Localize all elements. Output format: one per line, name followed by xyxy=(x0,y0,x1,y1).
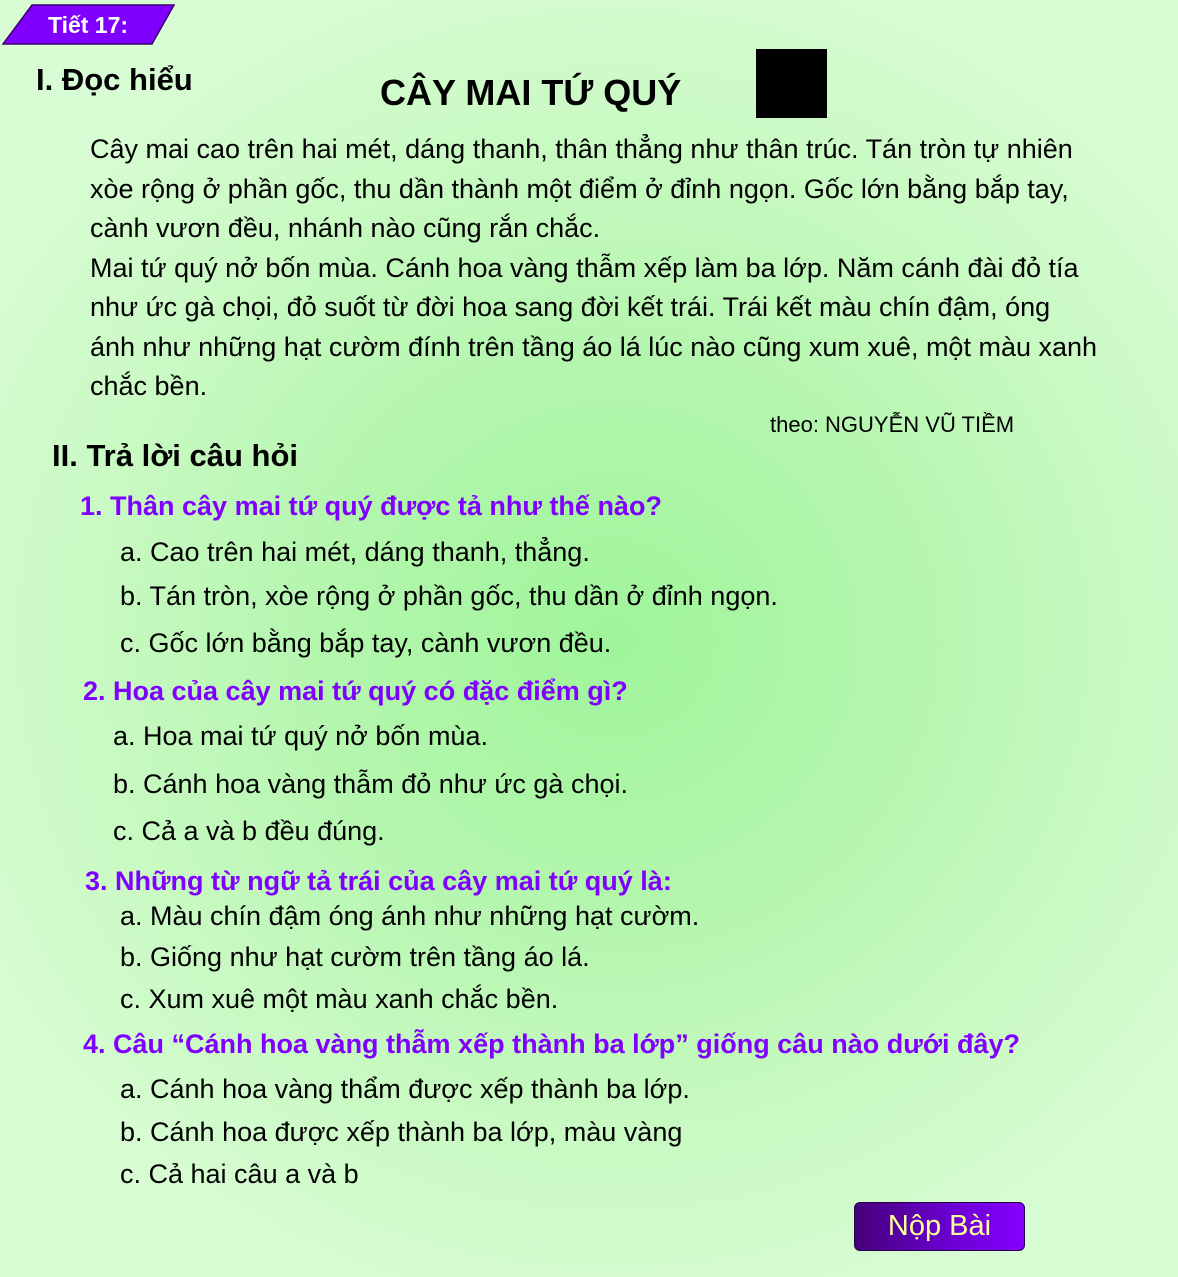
lesson-tag-label: Tiết 17: xyxy=(47,12,129,38)
reading-passage xyxy=(90,130,1100,407)
question-4: 4. Câu “Cánh hoa vàng thẫm xếp thành ba lớp” giống câu nào dưới đây? xyxy=(83,1029,1021,1059)
section-title-reading: I. Đọc hiểu xyxy=(36,62,193,97)
question-2-option-b[interactable]: b. Cánh hoa vàng thẫm đỏ như ức gà chọi. xyxy=(113,769,628,799)
question-3-option-c[interactable]: c. Xum xuê một màu xanh chắc bền. xyxy=(120,984,559,1014)
passage-paragraph-2: Mai tứ quý nở bốn mùa. Cánh hoa vàng thẫm xếp làm ba lớp. Năm cánh đài đỏ tía như ức gà chọi, đỏ suốt từ đời hoa sang đời kết trái. Trái kết màu chín đậm, óng ánh như những hạt cườm đính trên tầng áo lá lúc nào cũng xum xuê, một màu xanh chắc bền. xyxy=(90,252,1098,401)
question-4-option-c[interactable]: c. Cả hai câu a và b xyxy=(120,1159,359,1189)
question-3: 3. Những từ ngữ tả trái của cây mai tứ quý là: xyxy=(85,866,672,896)
question-4-option-b[interactable]: b. Cánh hoa được xếp thành ba lớp, màu vàng xyxy=(120,1117,683,1147)
submit-button[interactable]: Nộp Bài xyxy=(854,1202,1025,1251)
lesson-tag xyxy=(2,4,172,44)
question-2-option-a[interactable]: a. Hoa mai tứ quý nở bốn mùa. xyxy=(113,721,488,751)
question-4-option-a[interactable]: a. Cánh hoa vàng thẩm được xếp thành ba lớp. xyxy=(120,1074,690,1104)
black-square-image xyxy=(756,49,827,118)
question-3-option-a[interactable]: a. Màu chín đậm óng ánh như những hạt cườm. xyxy=(120,901,700,931)
author-credit: theo: NGUYỄN VŨ TIỀM xyxy=(770,412,1015,437)
reading-title: CÂY MAI TỨ QUÝ xyxy=(380,72,682,113)
question-1-option-b[interactable]: b. Tán tròn, xòe rộng ở phần gốc, thu dần ở đỉnh ngọn. xyxy=(120,581,778,611)
question-1-option-c[interactable]: c. Gốc lớn bằng bắp tay, cành vươn đều. xyxy=(120,628,612,658)
passage-paragraph-1: Cây mai cao trên hai mét, dáng thanh, thân thẳng như thân trúc. Tán tròn tự nhiên xòe rộng ở phần gốc, thu dần thành một điểm ở đỉnh ngọn. Gốc lớn bằng bắp tay, cành vươn đều, nhánh nào cũng rắn chắc. xyxy=(90,134,1073,243)
question-3-option-b[interactable]: b. Giống như hạt cườm trên tầng áo lá. xyxy=(120,942,590,972)
question-1: 1. Thân cây mai tứ quý được tả như thế nào? xyxy=(80,491,662,521)
question-1-option-a[interactable]: a. Cao trên hai mét, dáng thanh, thẳng. xyxy=(120,537,590,567)
question-2: 2. Hoa của cây mai tứ quý có đặc điểm gì? xyxy=(83,676,628,706)
section-title-questions: II. Trả lời câu hỏi xyxy=(52,438,298,473)
question-2-option-c[interactable]: c. Cả a và b đều đúng. xyxy=(113,816,385,846)
